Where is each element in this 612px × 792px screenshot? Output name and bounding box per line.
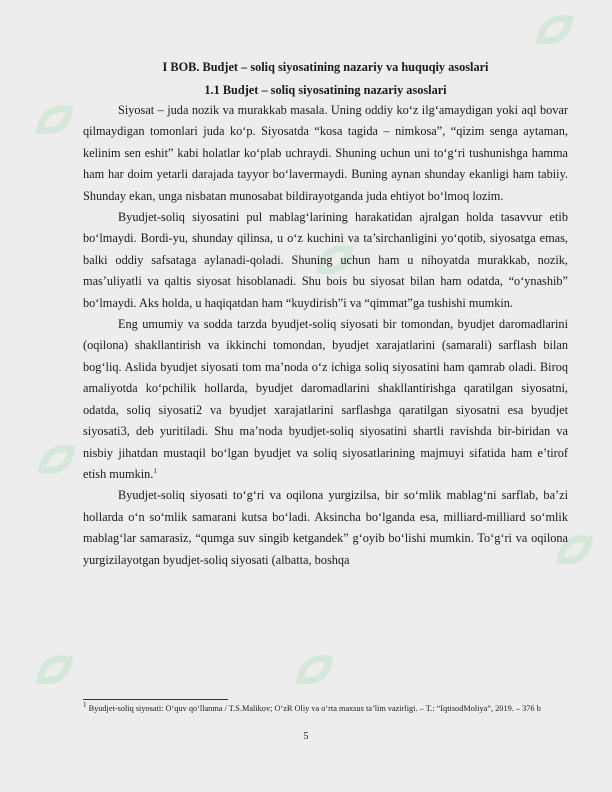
paragraph-1: Siyosat – juda nozik va murakkab masala. Uning oddiy ko‘z ilg‘amaydigan yoki aql bovar qilmaydigan tomonlari juda ko‘p. Siyosatda “kosa tagida – nimkosa”, “qizim senga aytaman, kelinim sen eshit” kabi holatlar ko‘plab uchraydi. Shuning uchun uni to‘g‘ri tushunishga hamma ham har doim yetarli darajada tayyor bo‘lavermaydi. Buning aynan shunday ekanligi ham tabiiy. Shunday ekan, unga nisbatan munosabat bildirayotganda juda ehtiyot bo‘lmoq lozim. bbox=[83, 103, 568, 203]
paragraph-4: Byudjet-soliq siyosati to‘g‘ri va oqilona yurgizilsa, bir so‘mlik mablag‘ni sarflab, ba’zi hollarda o‘n so‘mlik samarani kutsa bo‘ladi. Aksincha bo‘lganda esa, milliard-milliard so‘mlik mablag‘lar samarasiz, “qumga suv singib ketgandek” g‘oyib bo‘lishi mumkin. To‘g‘ri va oqilona yurgizilayotgan byudjet-soliq siyosati (albatta, boshqa bbox=[83, 488, 568, 567]
page-number: 5 bbox=[303, 731, 309, 742]
footnote-number: 1 bbox=[83, 701, 87, 710]
paragraph-3-text: Eng umumiy va sodda tarzda byudjet-soliq siyosati bir tomondan, byudjet daromadlarini (oqilona) shakllantirish va ikkinchi tomondan, byudjet xarajatlarini (samarali) sarflash bilan bog‘liq. Aslida byudjet siyosati tom ma’noda o‘z ichiga soliq siyosatini ham qamrab oladi. Biroq amaliyotda ko‘pchilik hollarda, byudjet daromadlarini shakllantirishga qaratilgan siyosatni, odatda, soliq siyosati2 va byudjet xarajatlarini sarflashga qaratilgan siyosatni esa byudjet siyosati3, deb yuritiladi. Shu ma’noda byudjet-soliq siyosatini shartli ravishda bir-biridan va nisbiy jihatdan mustaqil bo‘lgan byudjet va soliq siyosatlarining majmuyi sifatida ham e’tirof etish mumkin. bbox=[83, 317, 568, 481]
section-heading: 1.1 Budjet – soliq siyosatining nazariy asoslari bbox=[204, 83, 447, 97]
footnote-text: Byudjet-soliq siyosati: O‘quv qo‘llanma / T.S.Malikov; O‘zR Oliy va o‘rta maxsus ta’lim vazirligi. – T.: “IqtisodMoliya”, 2019. – 376 b bbox=[86, 704, 541, 713]
page-content bbox=[83, 58, 568, 571]
footnote bbox=[83, 703, 568, 714]
footnote-reference[interactable]: 1 bbox=[153, 466, 157, 475]
footnote-divider bbox=[83, 699, 228, 700]
chapter-heading: I BOB. Budjet – soliq siyosatining nazariy va huquqiy asoslari bbox=[162, 60, 489, 74]
paragraph-2: Byudjet-soliq siyosatini pul mablag‘larining harakatidan ajralgan holda tasavvur etib bo‘lmaydi. Bordi-yu, shunday qilinsa, u o‘z kuchini va ta’sirchanligini yo‘qotib, siyosatga emas, balki oddiy safsataga aylanadi-qoladi. Shuning uchun ham u nihoyatda murakkab, nozik, mas’uliyatli va qaltis siyosat hisoblanadi. Shu bois bu siyosat bilan ham odatda, “o‘ynashib” bo‘lmaydi. Aks holda, u haqiqatdan ham “kuydirish”i va “qimmat”ga tushishi mumkin. bbox=[83, 210, 568, 310]
paragraph-3 bbox=[83, 314, 568, 485]
